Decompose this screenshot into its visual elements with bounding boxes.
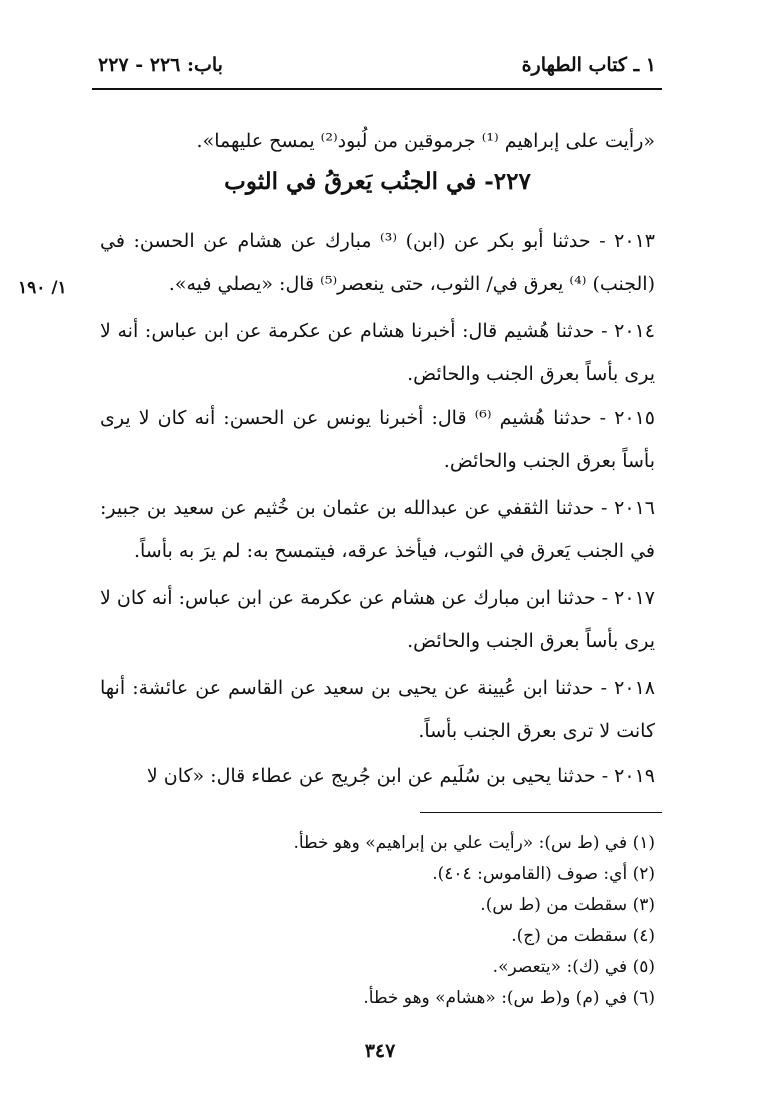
footnote-6: (٦) في (م) و(ط س): «هشام» وهو خطأ. [363,988,655,1008]
hadith-2013: ٢٠١٣ - حدثنا أبو بكر عن (ابن) ⁽³⁾ مبارك عن هشام عن الحسن: في (الجنب) ⁽⁴⁾ يعرق في/ الثوب، حتى ينعصر⁽⁵⁾ قال: «يصلي فيه». [100,230,655,295]
footnotes [100,828,655,1014]
margin-volume-page-note: ١/ ١٩٠ [18,278,67,298]
header-book-title: ١ ـ كتاب الطهارة [521,54,656,76]
footnote-5: (٥) في (ك): «يتعصر». [492,957,655,977]
section-title: ٢٢٧- في الجنُب يَعرقُ في الثوب [224,168,531,195]
page-number: ٣٤٧ [364,1040,396,1062]
hadith-2014: ٢٠١٤ - حدثنا هُشيم قال: أخبرنا هشام عن عكرمة عن ابن عباس: أنه لا يرى بأساً بعرق الجنب والحائض. [100,320,655,385]
hadith-2018: ٢٠١٨ - حدثنا ابن عُيينة عن يحيى بن سعيد عن القاسم عن عائشة: أنها كانت لا ترى بعرق الجنب بأساً. [100,677,655,742]
hadith-2019: ٢٠١٩ - حدثنا يحيى بن سُلَيم عن ابن جُريج عن عطاء قال: «كان لا [146,765,655,787]
footnote-3: (٣) سقطت من (ط س). [480,895,655,915]
hadith-2017: ٢٠١٧ - حدثنا ابن مبارك عن هشام عن عكرمة عن ابن عباس: أنه كان لا يرى بأساً بعرق الجنب والحائض. [100,587,655,652]
quote-line: «رأيت على إبراهيم ⁽¹⁾ جرموقين من لُبود⁽²⁾ يمسح عليهما». [196,130,655,152]
hadith-2015: ٢٠١٥ - حدثنا هُشيم ⁽⁶⁾ قال: أخبرنا يونس عن الحسن: أنه كان لا يرى بأساً بعرق الجنب والحائض. [100,407,656,472]
header-chapters: باب: ٢٢٦ - ٢٢٧ [98,54,223,76]
footnote-4: (٤) سقطت من (ج). [511,926,655,946]
hadith-2016: ٢٠١٦ - حدثنا الثقفي عن عبدالله بن عثمان بن خُثيم عن سعيد بن جبير: في الجنب يَعرق في الثوب، فيأخذ عرقه، فيتمسح به: لم يرَ به بأساً. [100,497,655,562]
footnote-divider [420,812,662,813]
footnote-1: (١) في (ط س): «رأيت علي بن إبراهيم» وهو خطأ. [293,833,655,853]
running-header [92,48,662,90]
footnote-2: (٢) أي: صوف (القاموس: ٤٠٤). [432,864,655,884]
